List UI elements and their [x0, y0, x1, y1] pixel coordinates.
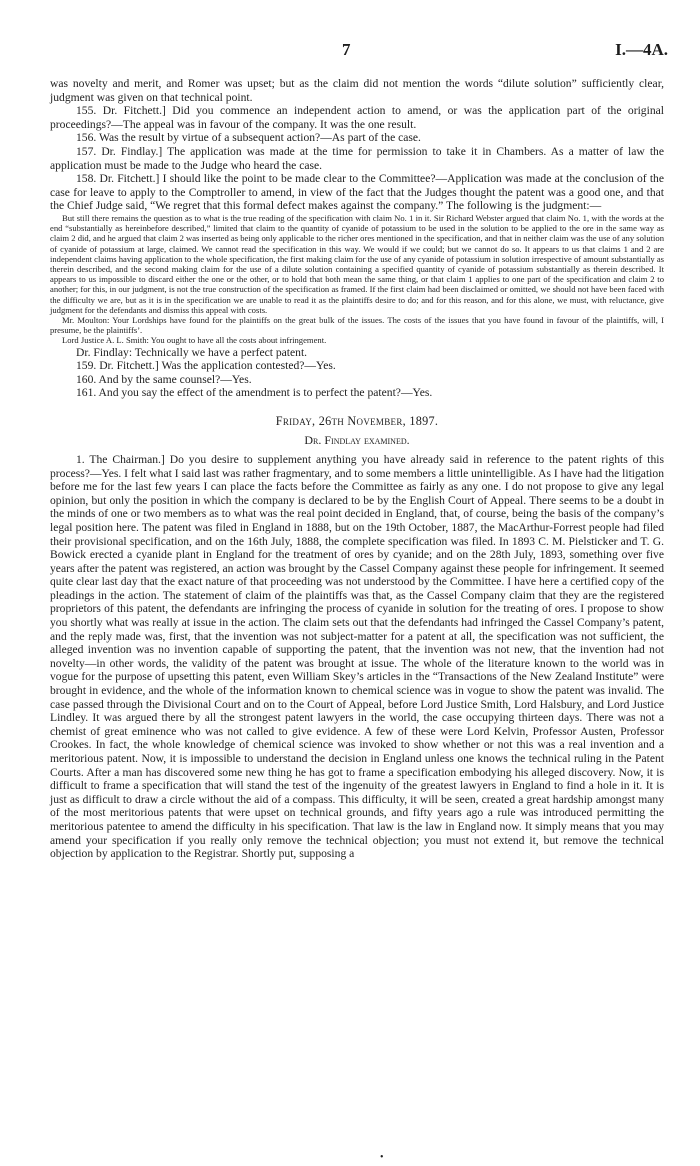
moulton-remark: Mr. Moulton: Your Lordships have found for the plaintiffs on the great bulk of the issues. The costs of the issues that you have found in favour of the plaintiffs, will, I presume, be the plaintiffs’.	[50, 314, 664, 336]
question-155: 155. Dr. Fitchett.] Did you commence an independent action to amend, or was the application part of the original proceedings?—The appeal was in favour of the company. It was the one result.	[50, 104, 664, 131]
page-header	[0, 40, 700, 62]
paper-reference: I.—4A.	[615, 40, 668, 59]
question-156: 156. Was the result by virtue of a subsequent action?—As part of the case.	[76, 131, 421, 145]
witness-heading: Dr. Findlay examined.	[304, 432, 410, 447]
smith-remark: Lord Justice A. L. Smith: You ought to have all the costs about infringement.	[62, 335, 327, 346]
question-161: 161. And you say the effect of the amendment is to perfect the patent?—Yes.	[76, 386, 433, 400]
date-heading: Friday, 26th November, 1897.	[275, 413, 439, 428]
question-160: 160. And by the same counsel?—Yes.	[76, 372, 252, 386]
findlay-statement: Dr. Findlay: Technically we have a perfect patent.	[76, 345, 308, 359]
document-body	[50, 77, 664, 861]
chairman-question-1: 1. The Chairman.] Do you desire to supplement anything you have already said in reference to the patent rights of this process?—Yes. I felt what I said last was rather fragmentary, and to some members a little unintelligible. As I have had the litigation before me for the last few years I can place the facts before the Committee as fairly as any one. I do not propose to give any legal opinion, but only the position in which the company is declared to be by the English Court of Appeal. There seems to be a doubt in the minds of one or two members as to what was the real point decided in England, that, of course, being the basis of the company’s legal position here. The patent was filed in England in 1888, but on the 19th October, 1887, the MacArthur-Forrest people had filed their provisional specification, and on the 16th July, 1888, the complete specification was filed. In 1893 C. M. Pielsticker and T. G. Bowick erected a cyanide plant in England for the treatment of ores by cyanide; and on the 28th July, 1893, something over five years after the patent was registered, an action was brought by the Cassel Company against these people for infringement. It seemed quite clear last day that the exact nature of that proceeding was not understood by the Committee. I have here a certified copy of the pleadings in the action. The statement of claim of the plaintiffs was that, as the Cassel Company claim that they are the registered proprietors of this patent, the defendants are infringing the process of cyanide in solution for the treating of ores. I propose to show you shortly what was really at issue in the action. The claim sets out that the defendants had infringed the Cassel Company’s patent, and the reply made was, first, that the invention was not subject-matter for a patent at all, the specification was not sufficient, the alleged invention was no invention capable of supporting the patent, that the invention was not new, that the invention had not novelty—in other words, the validity of the patent was brought at issue. The whole of the literature known to the world was in vogue for the purpose of upsetting this patent, even William Skey’s articles in the “Transactions of the New Zealand Institute” were brought in evidence, and the whole of the information known to chemical science was in vogue to show the patent was invalid. The case passed through the Divisional Court and on to the Court of Appeal, before Lord Justice Smith, Lord Halsbury, and Lord Justice Lindley. It was argued there by all the strongest patent lawyers in the world, the case occupying thirteen days. There was not a chemist of great eminence who was not called to give evidence. A few of these were Lord Kelvin, Professor Austen, Professor Crookes. In fact, the whole knowledge of chemical science was invoked to show whether or not this was a real invention and a meritorious patent. Now, it is impossible to understand the decision in England unless one knows the technical ruling in the Patent Courts. After a man has discovered some new thing he has got to frame a specification embodying his alleged discovery. Now, it is difficult to frame a specification that will stand the test of the ingenuity of the greatest lawyers in England to find a hole in it. It is just as difficult to draw a circle without the aid of a compass. This difficulty, it will be seen, created a great hardship amongst many of the most meritorious patents that were upset on technical grounds, and fifty years ago a rule was introduced permitting the meritorious patentee to amend the difficulty in his specification. That law is the law in England now. It simply means that you may amend your specification if you really only remove the technical objection; you must not extend it, but remove the technical objection by application to the Registrar. Shortly put, supposing a	[50, 452, 664, 861]
question-157: 157. Dr. Findlay.] The application was made at the time for permission to take it in Chambers. As a matter of law the application must be made to the Judge who heard the case.	[50, 144, 664, 172]
judgment-text: But still there remains the question as to what is the true reading of the specification with claim No. 1 in it. Sir Richard Webster argued that claim No. 1, with the words at the end “substantially as hereinbefore described,” limited that claim to the quantity of cyanide of potassium to be used in the solution to be applied to the ore in the same way as claim 2 did, and he argued that claim 2 was inserted as being only applicable to the richer ores mentioned in the specification, and that in neither claim was the use of any solution of cyanide of potassium at large, claimed. We cannot read the specification in this way. We would if we could; but we cannot do so. It appears to us that claims 1 and 2 are independent claims having application to the whole specification, the first making claim for the use of any cyanide of potassium in solution irrespective of amount substantially as therein described, and the second making claim for the use of a dilute solution containing a specified quantity of cyanide of potassium substantially as therein described. It appears to us impossible to discard either the one or the other, or to hold that both mean the same thing, or that claim 1 applies to one part of the specification and claim 2 to another; for this, in our judgment, is not the true construction of the specification as framed. If the first claim had been disclaimed or omitted, we should not have been faced with the difficulty we are, but as it is in the specification we are unable to read it as the plaintiffs desire to do; and for this reason, and for this alone, we must, with reluctance, give judgment for the defendants and dismiss this appeal with costs.	[50, 212, 664, 315]
question-159: 159. Dr. Fitchett.] Was the application contested?—Yes.	[76, 359, 336, 373]
judgment-quote	[50, 213, 664, 346]
question-158: 158. Dr. Fitchett.] I should like the point to be made clear to the Committee?—Application was made at the conclusion of the case for leave to apply to the Comptroller to amend, in view of the fact that the Judges thought the patent was a good one, and that the Chief Judge said, “We regret that this formal defect makes against the company.” The following is the judgment:—	[50, 172, 664, 213]
page-number: 7	[342, 40, 351, 59]
paragraph-continuation: was novelty and merit, and Romer was upset; but as the claim did not mention the words “dilute solution” sufficiently clear, judgment was given on that technical point.	[50, 77, 664, 104]
page-mark: •	[380, 1152, 384, 1163]
